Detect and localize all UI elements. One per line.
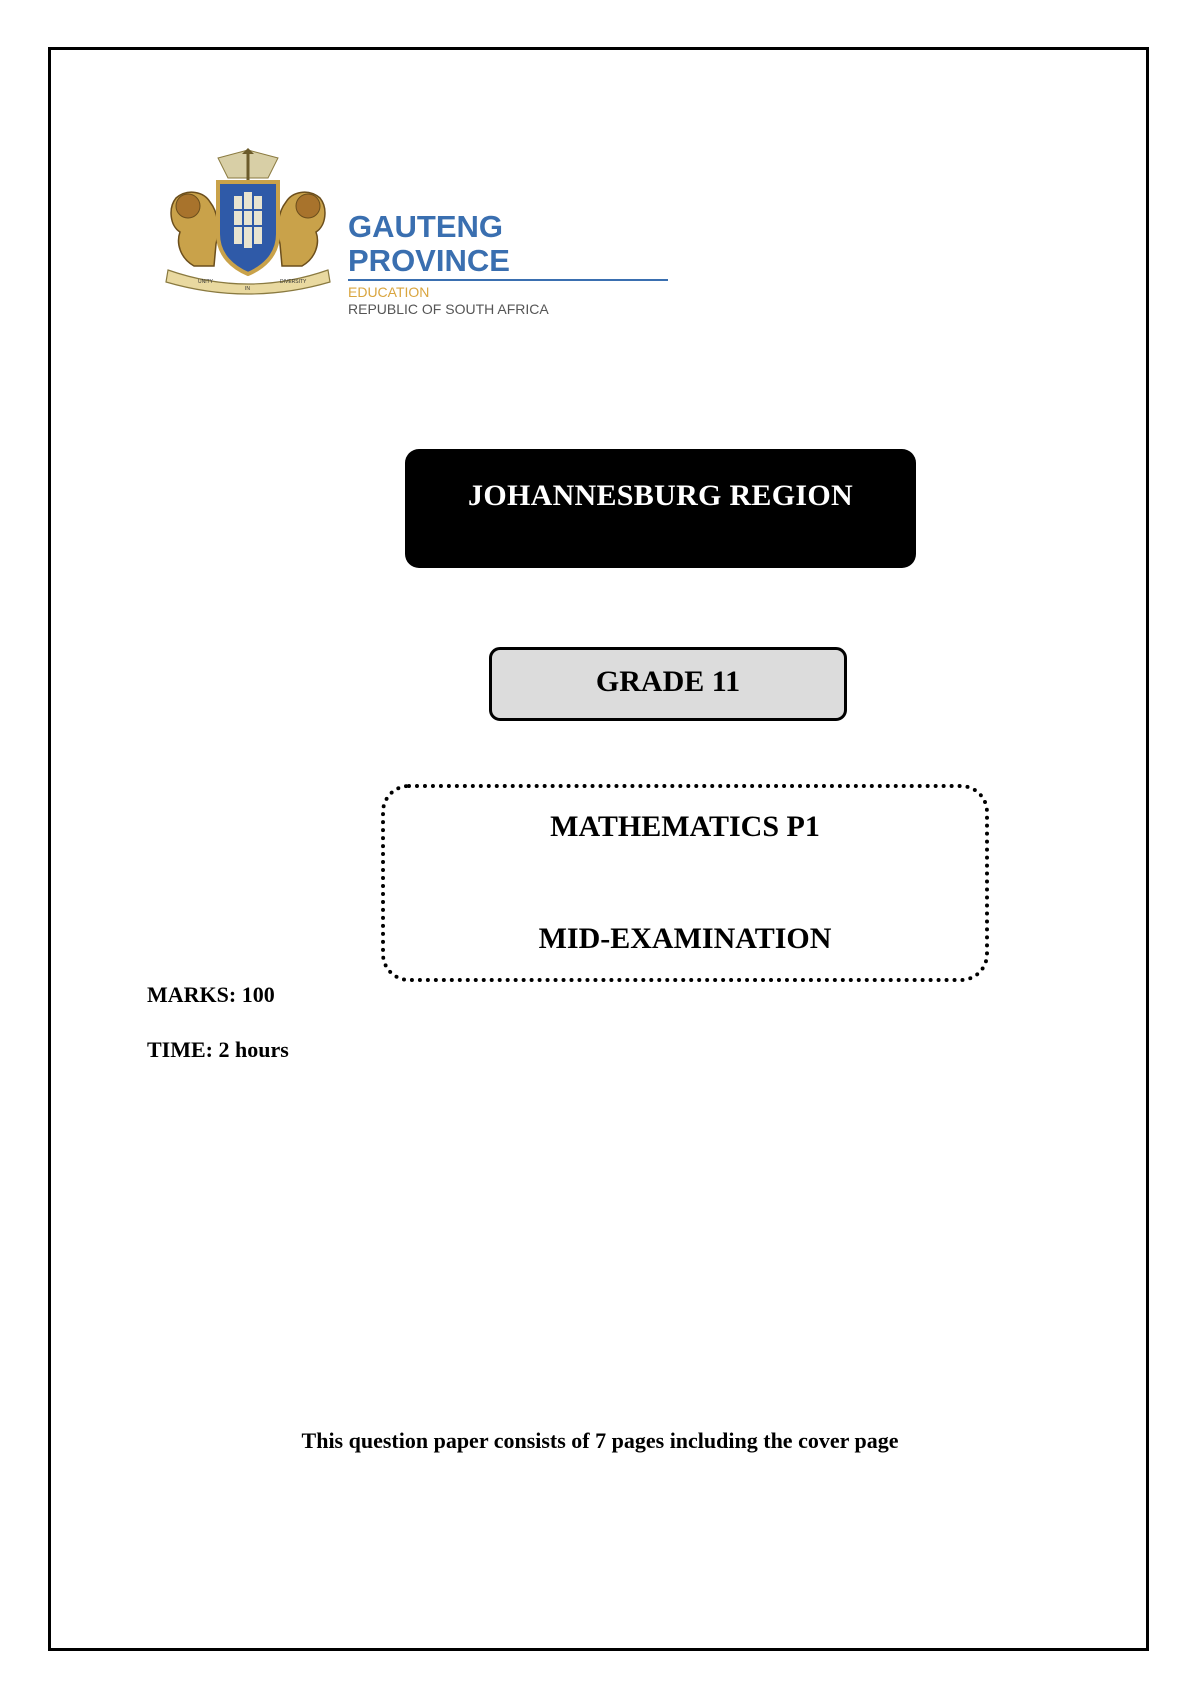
marks-total: MARKS: 100 <box>147 982 275 1007</box>
department-name: EDUCATION <box>348 284 430 300</box>
page-count-note: This question paper consists of 7 pages including the cover page <box>301 1428 899 1453</box>
region-banner <box>405 449 916 568</box>
motto-left: UNITY <box>198 279 213 285</box>
exam-type: MID-EXAMINATION <box>538 922 832 955</box>
logo-text <box>348 210 668 318</box>
coat-of-arms-icon <box>158 148 338 298</box>
subject-title: MATHEMATICS P1 <box>550 810 820 843</box>
subject-panel <box>381 784 989 982</box>
motto-center: IN <box>245 286 250 292</box>
country-name: REPUBLIC OF SOUTH AFRICA <box>348 301 549 317</box>
grade-badge <box>489 647 847 721</box>
grade-label: GRADE 11 <box>595 665 741 698</box>
motto-right: DIVERSITY <box>280 279 307 285</box>
gauteng-logo <box>158 148 668 317</box>
province-name: GAUTENG PROVINCE <box>348 210 668 281</box>
region-label: JOHANNESBURG REGION <box>468 479 853 512</box>
time-allowed: TIME: 2 hours <box>147 1037 289 1062</box>
